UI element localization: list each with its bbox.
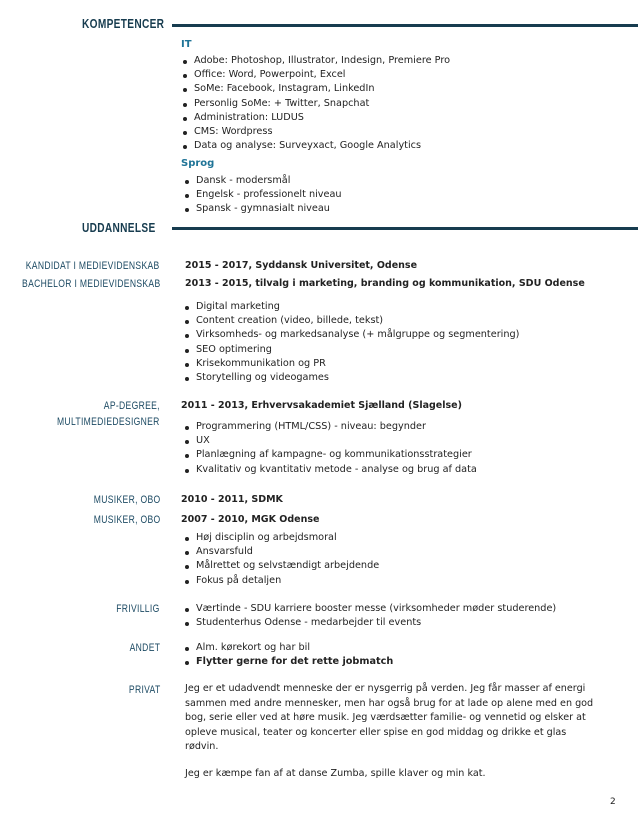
- list-item: Målrettet og selvstændigt arbejdende: [183, 559, 379, 573]
- andet-list: [183, 641, 393, 669]
- label-ap-degree: AP-DEGREE,: [103, 400, 160, 412]
- list-item: Værtinde - SDU karriere booster messe (virksomheder møder studerende): [183, 602, 556, 616]
- label-bachelor: BACHELOR I MEDIEVIDENSKAB: [21, 278, 160, 290]
- label-musiker-mgk: MUSIKER, OBO: [93, 514, 160, 526]
- list-item: Ansvarsfuld: [183, 545, 379, 559]
- list-item: Virksomheds- og markedsanalyse (+ målgruppe og segmentering): [183, 328, 519, 342]
- list-item: Programmering (HTML/CSS) - niveau: begynder: [183, 420, 477, 434]
- entry-heading-sdmk: 2010 - 2011, SDMK: [181, 494, 283, 505]
- list-item: Personlig SoMe: + Twitter, Snapchat: [181, 97, 450, 111]
- list-item: UX: [183, 434, 477, 448]
- entry-heading-bachelor: 2013 - 2015, tilvalg i marketing, branding og kommunikation, SDU Odense: [185, 278, 585, 289]
- list-item: Digital marketing: [183, 300, 519, 314]
- entry-heading-mgk: 2007 - 2010, MGK Odense: [181, 514, 320, 525]
- privat-paragraph-1: Jeg er et udadvendt menneske der er nysgerrig på verden. Jeg får masser af energi sammen med andre mennesker, men har også brug for at lade op alene med en god bog, serie eller ved at høre musik. Jeg værdsætter familie- og vennetid og elsker at opleve musical, teater og koncerter eller spise en god middag og drikke et glas rødvin.: [185, 683, 594, 753]
- list-item: Engelsk - professionelt niveau: [183, 188, 342, 202]
- label-frivillig: FRIVILLIG: [116, 603, 160, 615]
- section-rule-uddannelse: [172, 227, 638, 230]
- section-rule-kompetencer: [172, 24, 638, 27]
- musiker-qualities-list: [183, 531, 379, 588]
- list-item: Krisekommunikation og PR: [183, 357, 519, 371]
- subheading-sprog: Sprog: [181, 158, 215, 169]
- list-item: Planlægning af kampagne- og kommunikationsstrategier: [183, 448, 477, 462]
- label-multimediedesigner: MULTIMEDIEDESIGNER: [57, 416, 160, 428]
- label-privat: PRIVAT: [128, 684, 160, 696]
- list-item: Spansk - gymnasialt niveau: [183, 202, 342, 216]
- label-andet: ANDET: [129, 642, 160, 654]
- list-item: Flytter gerne for det rette jobmatch: [183, 655, 393, 669]
- privat-paragraph-2: Jeg er kæmpe fan af at danse Zumba, spille klaver og min kat.: [185, 768, 486, 779]
- list-item: Kvalitativ og kvantitativ metode - analyse og brug af data: [183, 463, 477, 477]
- list-item: Content creation (video, billede, tekst): [183, 314, 519, 328]
- frivillig-list: [183, 602, 556, 630]
- list-item: Storytelling og videogames: [183, 371, 519, 385]
- bachelor-topics-list: [183, 300, 519, 385]
- list-item: Studenterhus Odense - medarbejder til events: [183, 616, 556, 630]
- label-kandidat: KANDIDAT I MEDIEVIDENSKAB: [26, 260, 160, 272]
- list-item: SoMe: Facebook, Instagram, LinkedIn: [181, 82, 450, 96]
- label-musiker-sdmk: MUSIKER, OBO: [93, 494, 160, 506]
- list-item: Fokus på detaljen: [183, 574, 379, 588]
- list-item: Dansk - modersmål: [183, 174, 342, 188]
- entry-heading-kandidat: 2015 - 2017, Syddansk Universitet, Odense: [185, 260, 418, 271]
- list-item: Office: Word, Powerpoint, Excel: [181, 68, 450, 82]
- list-item: Alm. kørekort og har bil: [183, 641, 393, 655]
- list-item: Høj disciplin og arbejdsmoral: [183, 531, 379, 545]
- section-title-kompetencer: KOMPETENCER: [82, 16, 165, 31]
- subheading-it: IT: [181, 39, 192, 50]
- list-item: SEO optimering: [183, 343, 519, 357]
- list-item: CMS: Wordpress: [181, 125, 450, 139]
- list-item: Adobe: Photoshop, Illustrator, Indesign, Premiere Pro: [181, 54, 450, 68]
- list-item: Administration: LUDUS: [181, 111, 450, 125]
- list-item: Data og analyse: Surveyxact, Google Analytics: [181, 139, 450, 153]
- language-list: [183, 174, 342, 217]
- it-skills-list: [181, 54, 450, 153]
- section-title-uddannelse: UDDANNELSE: [82, 220, 156, 235]
- entry-heading-ap: 2011 - 2013, Erhvervsakademiet Sjælland (Slagelse): [181, 400, 462, 411]
- page-number: 2: [610, 797, 616, 807]
- ap-topics-list: [183, 420, 477, 477]
